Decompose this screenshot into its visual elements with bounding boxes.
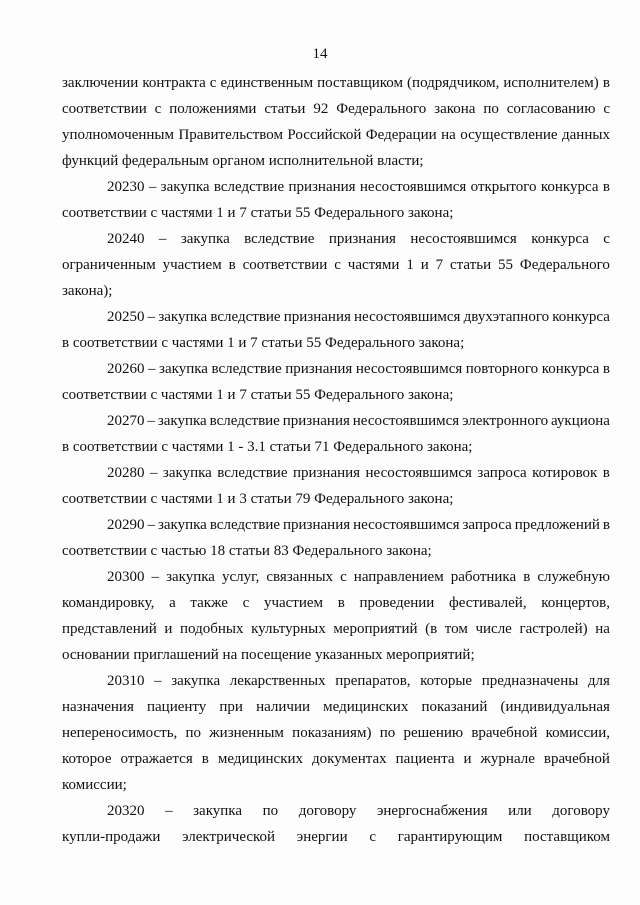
word: фестивалей, — [449, 595, 527, 611]
word: конкурса — [531, 231, 589, 247]
text-line: в соответствии с частями 1 и 7 статьи 55 Федерального закона; — [62, 335, 465, 351]
word: наличии — [256, 699, 311, 715]
word: медицинских — [323, 699, 409, 715]
word: вследствие — [210, 309, 281, 325]
word: Федерального — [336, 101, 427, 117]
word: закупка — [157, 517, 207, 533]
word: несостоявшимся — [352, 413, 460, 429]
word: поставщиком — [317, 75, 404, 91]
word: числе — [475, 621, 512, 637]
word: в — [602, 179, 610, 195]
word: 1 — [406, 257, 414, 273]
word: предназначены — [481, 673, 579, 689]
text-line — [62, 590, 610, 616]
paragraph-20290 — [62, 512, 610, 564]
paragraph-20320 — [62, 798, 610, 850]
text-line — [62, 564, 610, 590]
paragraph-20230 — [62, 174, 610, 226]
word: пациенту — [146, 699, 207, 715]
word: с — [340, 569, 347, 585]
word: участием — [162, 257, 222, 273]
word: аукциона — [551, 413, 610, 429]
word: проведении — [359, 595, 435, 611]
word: котировок — [532, 465, 598, 481]
paragraph-20270 — [62, 408, 610, 460]
word: и — [420, 257, 429, 273]
text-line — [62, 746, 610, 772]
word: с — [209, 75, 217, 91]
word: по — [483, 101, 499, 117]
word: участием — [263, 595, 324, 611]
word: жизненным — [209, 725, 284, 741]
word: электрической — [182, 829, 276, 845]
word: услуг, — [222, 569, 260, 585]
document-body — [62, 70, 610, 850]
page-number: 14 — [312, 46, 328, 62]
word: 55 — [498, 257, 513, 273]
word: документах — [312, 751, 387, 767]
word: 7 — [435, 257, 444, 273]
word: признания — [283, 309, 351, 325]
word: ограниченным — [62, 257, 156, 273]
word: несостоявшимся — [353, 517, 460, 533]
text-line: закона); — [62, 283, 113, 299]
word: признания — [285, 361, 353, 377]
word: несостоявшимся — [354, 309, 461, 325]
word: Правительством — [178, 127, 283, 143]
word: журнале — [480, 751, 535, 767]
word: в — [602, 465, 610, 481]
word: признания — [282, 413, 350, 429]
word: закупка — [162, 465, 212, 481]
word: вследствие — [209, 413, 280, 429]
word: на — [441, 127, 456, 143]
word: гарантирующим — [397, 829, 503, 845]
word: запроса — [462, 517, 512, 533]
word: соответствии — [62, 101, 147, 117]
word: (индивидуальная — [500, 699, 610, 715]
word: или — [508, 803, 532, 819]
word: двухэтапного — [463, 309, 550, 325]
word: 20260 — [107, 361, 145, 377]
word: несостоявшимся — [365, 465, 472, 481]
word: препаратов, — [335, 673, 411, 689]
word: (в — [425, 621, 438, 637]
word: 20250 — [107, 309, 145, 325]
text-line — [62, 824, 610, 850]
word: которое — [62, 751, 112, 767]
word: поставщиком — [524, 829, 610, 845]
word: и — [164, 621, 173, 637]
word: энергии — [296, 829, 348, 845]
word: 92 — [313, 101, 329, 117]
text-line — [62, 512, 610, 538]
paragraph-continuation — [62, 70, 610, 174]
word: Федерального — [519, 257, 610, 273]
word: вследствие — [211, 361, 282, 377]
word: решению — [403, 725, 464, 741]
word: и — [463, 751, 472, 767]
word: закона — [434, 101, 476, 117]
text-line — [62, 616, 610, 642]
word: на — [595, 621, 610, 637]
word: также — [190, 595, 228, 611]
word: признания — [283, 517, 351, 533]
word: – — [158, 231, 167, 247]
word: 20270 — [107, 413, 145, 429]
word: конкурса — [541, 361, 600, 377]
word: контракта — [142, 75, 206, 91]
word: несостоявшимся — [410, 231, 517, 247]
word: в — [337, 595, 345, 611]
word: связанных — [266, 569, 334, 585]
text-line: соответствии с частями 1 и 7 статьи 55 Федерального закона; — [62, 205, 454, 221]
word: в — [602, 517, 610, 533]
text-line: соответствии с частями 1 и 7 статьи 55 Федерального закона; — [62, 387, 454, 403]
paragraph-20310 — [62, 668, 610, 798]
word: с — [154, 101, 162, 117]
word: направлением — [353, 569, 444, 585]
word: (подрядчиком, — [407, 75, 500, 91]
word: закупка — [157, 413, 207, 429]
word: закупка — [180, 231, 230, 247]
word: статьи — [450, 257, 492, 273]
paragraph-20240 — [62, 226, 610, 304]
word: которые — [420, 673, 473, 689]
paragraph-20300 — [62, 564, 610, 668]
word: 20320 — [107, 803, 145, 819]
word: в — [228, 257, 236, 273]
word: повторного — [465, 361, 539, 377]
word: признания — [328, 231, 396, 247]
word: – — [149, 465, 158, 481]
text-line: основании приглашений на посещение указанных мероприятий; — [62, 647, 475, 663]
text-line — [62, 798, 610, 824]
text-line: комиссии; — [62, 777, 127, 793]
word: 20280 — [107, 465, 145, 481]
paragraph-20280 — [62, 460, 610, 512]
word: врачебной — [543, 751, 610, 767]
word: заключении — [62, 75, 139, 91]
word: а — [169, 595, 176, 611]
text-line — [62, 694, 610, 720]
word: в — [523, 569, 531, 585]
word: договору — [298, 803, 357, 819]
word: запроса — [477, 465, 527, 481]
word: данных — [562, 127, 610, 143]
word: 20300 — [107, 569, 145, 585]
word: в — [201, 751, 209, 767]
text-line: в соответствии с частями 1 - 3.1 статьи 71 Федерального закона; — [62, 439, 473, 455]
word: с — [369, 829, 377, 845]
text-line — [62, 252, 610, 278]
word: 20230 — [107, 179, 145, 195]
word: положениями — [169, 101, 257, 117]
word: в — [602, 75, 610, 91]
word: лекарственных — [229, 673, 326, 689]
word: комиссии, — [545, 725, 610, 741]
word: гастролей) — [519, 621, 588, 637]
word: признания — [288, 179, 356, 195]
word: вследствие — [244, 231, 315, 247]
word: закупка — [171, 673, 221, 689]
word: отражается — [120, 751, 193, 767]
word: согласованию — [506, 101, 596, 117]
word: закупка — [159, 361, 208, 377]
word: – — [148, 361, 156, 377]
word: – — [165, 803, 173, 819]
word: с — [603, 101, 610, 117]
word: признания — [292, 465, 361, 481]
word: Российской — [287, 127, 362, 143]
text-line — [62, 460, 610, 486]
word: закупка — [160, 179, 210, 195]
word: работника — [450, 569, 517, 585]
word: частями — [347, 257, 400, 273]
word: для — [587, 673, 610, 689]
word: несостоявшимся — [355, 361, 463, 377]
word: несостоявшимся — [359, 179, 467, 195]
text-line — [62, 304, 610, 330]
word: по — [379, 725, 396, 741]
text-line — [62, 174, 610, 200]
word: том — [444, 621, 468, 637]
word: открытого — [470, 179, 537, 195]
word: по — [262, 803, 279, 819]
word: закупка — [158, 309, 208, 325]
word: вследствие — [213, 179, 285, 195]
word: энергоснабжения — [376, 803, 488, 819]
word: закупка — [193, 803, 243, 819]
word: – — [147, 309, 156, 325]
word: исполнителем) — [503, 75, 599, 91]
word: при — [219, 699, 243, 715]
word: вследствие — [217, 465, 288, 481]
word: с — [334, 257, 341, 273]
word: с — [242, 595, 250, 611]
word: мероприятий — [333, 621, 418, 637]
word: осуществление — [460, 127, 558, 143]
word: культурных — [251, 621, 326, 637]
word: медицинских — [217, 751, 304, 767]
word: концертов, — [541, 595, 610, 611]
word: единственным — [220, 75, 314, 91]
text-line: соответствии с частью 18 статьи 83 Федерального закона; — [62, 543, 432, 559]
word: 20310 — [107, 673, 145, 689]
text-line — [62, 96, 610, 122]
text-line — [62, 226, 610, 252]
word: договору — [552, 803, 610, 819]
word: командировку, — [62, 595, 155, 611]
word: назначения — [62, 699, 134, 715]
word: вследствие — [209, 517, 281, 533]
word: в — [602, 361, 610, 377]
word: предложений — [514, 517, 600, 533]
word: пациента — [395, 751, 455, 767]
paragraph-20250 — [62, 304, 610, 356]
text-line — [62, 668, 610, 694]
word: показаний — [421, 699, 488, 715]
paragraph-20260 — [62, 356, 610, 408]
text-line — [62, 70, 610, 96]
word: служебную — [537, 569, 610, 585]
text-line: соответствии с частями 1 и 3 статьи 79 Федерального закона; — [62, 491, 454, 507]
word: – — [147, 413, 155, 429]
word: соответствии — [242, 257, 328, 273]
word: подобных — [180, 621, 244, 637]
text-line — [62, 408, 610, 434]
word: непереносимость, — [62, 725, 178, 741]
word: уполномоченным — [62, 127, 174, 143]
word: закупка — [166, 569, 215, 585]
word: 20290 — [107, 517, 145, 533]
word: с — [603, 231, 610, 247]
word: показаниям) — [292, 725, 372, 741]
text-line — [62, 356, 610, 382]
word: по — [185, 725, 202, 741]
word: купли-продажи — [62, 829, 161, 845]
word: электронного — [462, 413, 549, 429]
text-line: функций федеральным органом исполнительной власти; — [62, 153, 424, 169]
word: – — [148, 179, 157, 195]
text-line — [62, 720, 610, 746]
word: представлений — [62, 621, 157, 637]
word: статьи — [264, 101, 306, 117]
word: конкурса — [540, 179, 599, 195]
word: конкурса — [552, 309, 610, 325]
word: Федерации — [365, 127, 437, 143]
word: – — [147, 517, 155, 533]
word: – — [154, 673, 162, 689]
word: врачебной — [471, 725, 538, 741]
word: 20240 — [107, 231, 145, 247]
word: – — [151, 569, 160, 585]
text-line — [62, 122, 610, 148]
